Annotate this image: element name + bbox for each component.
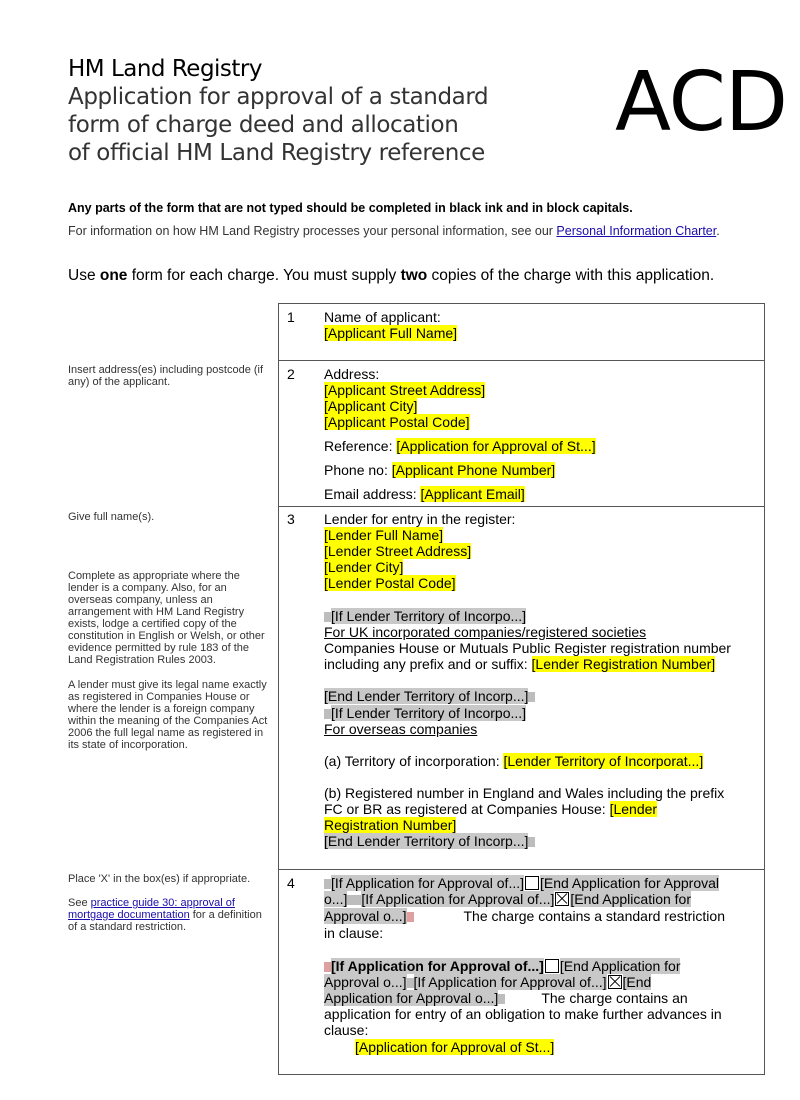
registered-number-line-1: (b) Registered number in England and Wales including the prefix <box>324 785 725 801</box>
address-label: Address: <box>324 366 380 382</box>
block-capitals-instruction: Any parts of the form that are not typed should be completed in black ink and in block capitals. <box>68 201 633 215</box>
phone-field[interactable]: [Applicant Phone Number] <box>391 462 556 478</box>
overseas-heading: For overseas companies <box>324 721 478 737</box>
lender-city-field[interactable]: [Lender City] <box>324 559 404 575</box>
advances-text-1: The charge contains an <box>541 990 688 1006</box>
advances-if-field[interactable]: [If Application for Approval of...] <box>331 958 544 974</box>
email-label: Email address: <box>324 486 421 502</box>
section-4-number: 4 <box>287 875 295 891</box>
restriction-text: The charge contains a standard restriction <box>463 908 725 924</box>
if-territory-field[interactable]: [If Lender Territory of Incorpo...] <box>331 608 527 624</box>
field-marker <box>528 837 535 847</box>
overseas-registration-field-cont[interactable]: Registration Number] <box>324 817 457 833</box>
one-form-c: form for each charge. You must supply <box>127 267 401 284</box>
restriction-checkbox-empty[interactable] <box>525 876 539 890</box>
field-marker <box>407 978 414 988</box>
lender-registration-field[interactable]: [Lender Registration Number] <box>531 656 716 672</box>
one-form-b: one <box>99 267 128 284</box>
advances-clause-label: clause: <box>324 1022 369 1038</box>
uk-reg-line-1: Companies House or Mutuals Public Register registration number <box>324 640 731 656</box>
org-name: HM Land Registry <box>68 56 263 82</box>
one-form-d: two <box>400 267 428 284</box>
restriction-end-field-cont[interactable]: o...] <box>324 891 348 907</box>
field-marker <box>528 692 535 702</box>
form-code: ACD <box>615 55 788 150</box>
applicant-name-label: Name of applicant: <box>324 309 441 325</box>
field-marker <box>324 879 331 889</box>
personal-information-charter-link[interactable]: Personal Information Charter <box>556 224 717 238</box>
if-territory-field-2[interactable]: [If Lender Territory of Incorpo...] <box>331 705 527 721</box>
restriction-end-field-2[interactable]: [End Application for <box>570 891 691 907</box>
uk-companies-heading: For UK incorporated companies/registered societies <box>324 624 647 640</box>
field-marker <box>347 895 354 905</box>
reference-label: Reference: <box>324 438 397 454</box>
form-title-line-2: form of charge deed and allocation <box>68 112 459 138</box>
section-2-number: 2 <box>287 366 295 382</box>
applicant-postcode-field[interactable]: [Applicant Postal Code] <box>324 414 470 430</box>
advances-end-field-2[interactable]: [End <box>622 974 652 990</box>
restriction-clause-label: in clause: <box>324 925 384 941</box>
note-legal-name: A lender must give its legal name exactly as registered in Companies House or where the lender is a foreign company within the meaning of the Companies Act 2006 the full legal name as registered in its state of incorporation. <box>68 679 268 751</box>
one-form-instruction <box>68 267 714 285</box>
advances-end-field-2-cont[interactable]: Application for Approval o...] <box>324 990 499 1006</box>
section-3-number: 3 <box>287 511 295 527</box>
lender-territory-field[interactable]: [Lender Territory of Incorporat...] <box>503 753 704 769</box>
divider-1-2 <box>278 360 765 361</box>
practice-guide-link[interactable]: practice guide 30: approval of mortgage documentation <box>68 897 235 921</box>
divider-3-4 <box>278 869 765 870</box>
advances-end-field[interactable]: [End Application for <box>559 958 681 974</box>
note-practice-guide <box>68 897 273 933</box>
advances-if-field-2[interactable]: [If Application for Approval of...] <box>413 974 607 990</box>
email-field[interactable]: [Applicant Email] <box>420 486 525 502</box>
note-address: Insert address(es) including postcode (if any) of the applicant. <box>68 364 264 388</box>
field-marker <box>324 709 331 719</box>
phone-label: Phone no: <box>324 462 392 478</box>
restriction-if-field-2[interactable]: [If Application for Approval of...] <box>361 891 555 907</box>
form-title-line-3: of official HM Land Registry reference <box>68 140 485 166</box>
lender-name-field[interactable]: [Lender Full Name] <box>324 527 444 543</box>
advances-text-2: application for entry of an obligation to make further advances in <box>324 1006 722 1022</box>
see-end: for a definition of a standard restriction. <box>68 909 262 933</box>
end-territory-field[interactable]: [End Lender Territory of Incorp...] <box>324 688 529 704</box>
field-marker <box>324 612 331 622</box>
restriction-if-field[interactable]: [If Application for Approval of...] <box>331 875 524 891</box>
end-territory-field-2[interactable]: [End Lender Territory of Incorp...] <box>324 833 529 849</box>
territory-label: (a) Territory of incorporation: <box>324 753 504 769</box>
note-place-x: Place 'X' in the box(es) if appropriate. <box>68 873 251 885</box>
form-title-line-1: Application for approval of a standard <box>68 84 489 110</box>
lender-street-field[interactable]: [Lender Street Address] <box>324 543 472 559</box>
advances-checkbox-checked[interactable] <box>608 975 622 989</box>
privacy-end: . <box>716 224 720 238</box>
one-form-e: copies of the charge with this application. <box>427 267 715 284</box>
advances-checkbox-empty[interactable] <box>545 959 559 973</box>
restriction-end-field[interactable]: [End Application for Approval <box>540 875 720 891</box>
advances-clause-field[interactable]: [Application for Approval of St...] <box>355 1039 555 1055</box>
privacy-info <box>68 225 738 238</box>
advances-end-field-cont[interactable]: Approval o...] <box>324 974 407 990</box>
restriction-end-field-2-cont[interactable]: Approval o...] <box>324 908 407 924</box>
lender-label: Lender for entry in the register: <box>324 511 516 527</box>
restriction-checkbox-checked[interactable] <box>555 892 569 906</box>
uk-reg-line-2: including any prefix and or suffix: <box>324 656 532 672</box>
registered-number-line-2: FC or BR as registered at Companies House: <box>324 801 610 817</box>
one-form-a: Use <box>68 267 100 284</box>
section-1-number: 1 <box>287 309 295 325</box>
brand-header <box>68 55 488 167</box>
note-company: Complete as appropriate where the lender is a company. Also, for an overseas company, unless an arrangement with HM Land Registry exists, lodge a certified copy of the constitution in English or Welsh, or other evidence permitted by rule 183 of the Land Registration Rules 2003. <box>68 570 265 666</box>
note-full-names: Give full name(s). <box>68 511 155 523</box>
applicant-street-field[interactable]: [Applicant Street Address] <box>324 382 486 398</box>
applicant-city-field[interactable]: [Applicant City] <box>324 398 418 414</box>
field-marker <box>498 994 505 1004</box>
applicant-name-field[interactable]: [Applicant Full Name] <box>324 325 458 341</box>
divider-2-3 <box>278 506 765 507</box>
field-marker <box>407 912 414 922</box>
lender-postcode-field[interactable]: [Lender Postal Code] <box>324 575 456 591</box>
privacy-text: For information on how HM Land Registry processes your personal information, see our <box>68 224 557 238</box>
see-text: See <box>68 897 91 909</box>
field-marker <box>324 962 331 972</box>
overseas-registration-field[interactable]: [Lender <box>609 801 658 817</box>
reference-field[interactable]: [Application for Approval of St...] <box>396 438 596 454</box>
